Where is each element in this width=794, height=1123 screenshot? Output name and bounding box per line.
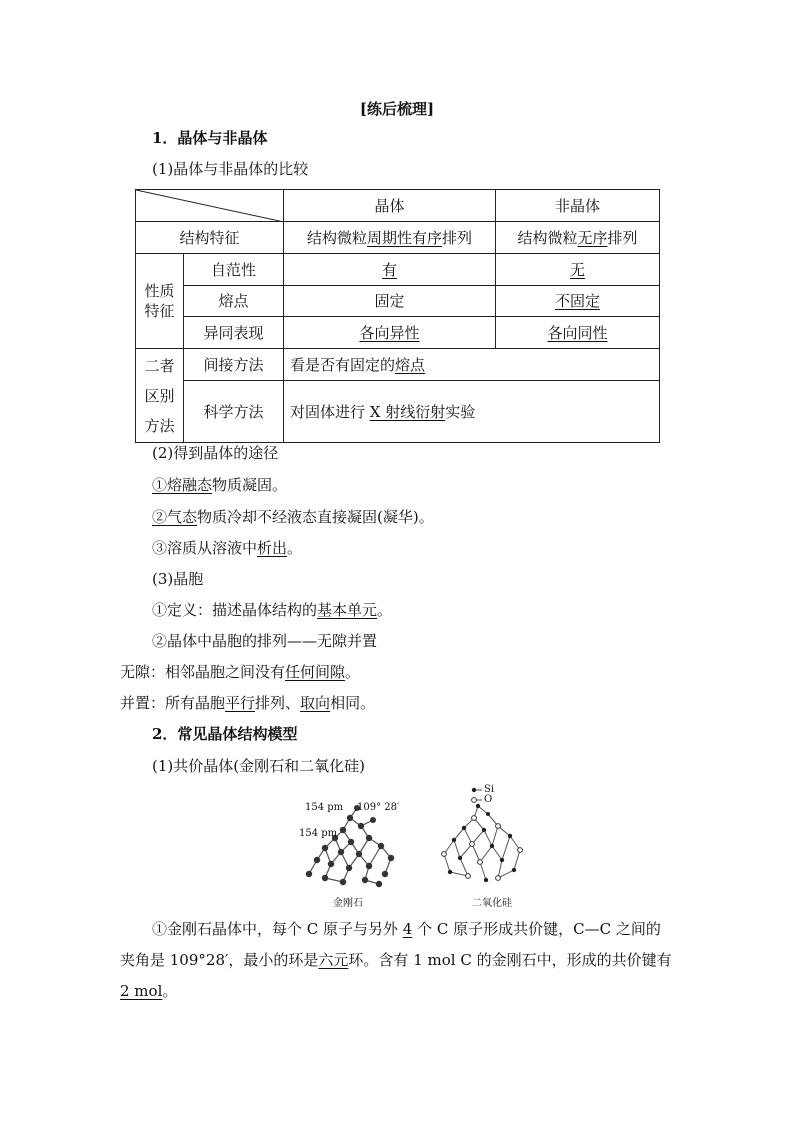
table-diagonal-header	[136, 190, 284, 222]
diamond-paragraph: ①金刚石晶体中，每个 C 原子与另外 4 个 C 原子形成共价键，C—C 之间的夹角是 109°28′，最小的环是六元环。含有 1 mol C 的金刚石中，形成的共价键有 2 mol。	[120, 920, 672, 1000]
subsection-cell-heading: (3)晶胞	[152, 570, 204, 588]
diamond-bond-length-label-2: 154 pm	[299, 828, 338, 839]
subsection-comparison-heading: (1)晶体与非晶体的比较	[152, 160, 309, 178]
row-label-science: 科学方法	[184, 381, 284, 443]
cell-structure-amorphous: 结构微粒无序排列	[496, 222, 660, 254]
parallel-line: 并置：所有晶胞平行排列、取向相同。	[120, 694, 376, 712]
way-3: ③溶质从溶液中析出。	[152, 539, 303, 557]
row-label-melting: 熔点	[184, 286, 284, 317]
cell-anisotropy-crystal: 各向异性	[284, 317, 496, 349]
diamond-caption: 金刚石	[333, 898, 363, 909]
cell-anisotropy-amorphous: 各向同性	[496, 317, 660, 349]
row-label-selfshape: 自范性	[184, 254, 284, 286]
cell-science-method: 对固体进行 X 射线衍射实验	[284, 381, 660, 443]
page-title: [练后梳理]	[359, 100, 435, 118]
cell-selfshape-amorphous: 无	[496, 254, 660, 286]
group-label-distinguish: 二者 区别 方法	[136, 349, 184, 443]
diamond-bond-length-label-1: 154 pm	[305, 802, 344, 813]
diamond-figure	[295, 790, 410, 908]
no-gap-line: 无隙：相邻晶胞之间没有任何间隙。	[120, 663, 361, 681]
comparison-table	[135, 189, 660, 443]
header-amorphous: 非晶体	[496, 190, 660, 222]
cell-structure-crystal: 结构微粒周期性有序排列	[284, 222, 496, 254]
section-2-heading: 2．常见晶体结构模型	[152, 725, 298, 743]
row-label-anisotropy: 异同表现	[184, 317, 284, 349]
diagonal-line	[136, 190, 284, 222]
header-crystal: 晶体	[284, 190, 496, 222]
silica-legend-si: Si	[484, 784, 495, 795]
silica-legend-o: O	[484, 794, 493, 805]
silica-structure-diagram	[432, 784, 532, 892]
row-label-structure: 结构特征	[136, 222, 284, 254]
cell-arrangement: ②晶体中晶胞的排列——无隙并置	[152, 632, 378, 650]
way-1: ①熔融态物质凝固。	[152, 476, 288, 494]
section-1-heading: 1．晶体与非晶体	[152, 129, 268, 147]
group-label-properties: 性质 特征	[136, 254, 184, 349]
subsection-ways-heading: (2)得到晶体的途径	[152, 444, 279, 462]
silica-figure	[432, 784, 532, 908]
silica-caption: 二氧化硅	[472, 898, 512, 909]
diamond-bond-angle-label: 109° 28′	[357, 802, 400, 813]
cell-melting-crystal: 固定	[284, 286, 496, 317]
subsection-covalent-heading: (1)共价晶体(金刚石和二氧化硅)	[152, 757, 365, 775]
cell-definition: ①定义：描述晶体结构的基本单元。	[152, 601, 393, 619]
cell-melting-amorphous: 不固定	[496, 286, 660, 317]
cell-indirect-method: 看是否有固定的熔点	[284, 349, 660, 381]
cell-selfshape-crystal: 有	[284, 254, 496, 286]
row-label-indirect: 间接方法	[184, 349, 284, 381]
way-2: ②气态物质冷却不经液态直接凝固(凝华)。	[152, 508, 434, 526]
